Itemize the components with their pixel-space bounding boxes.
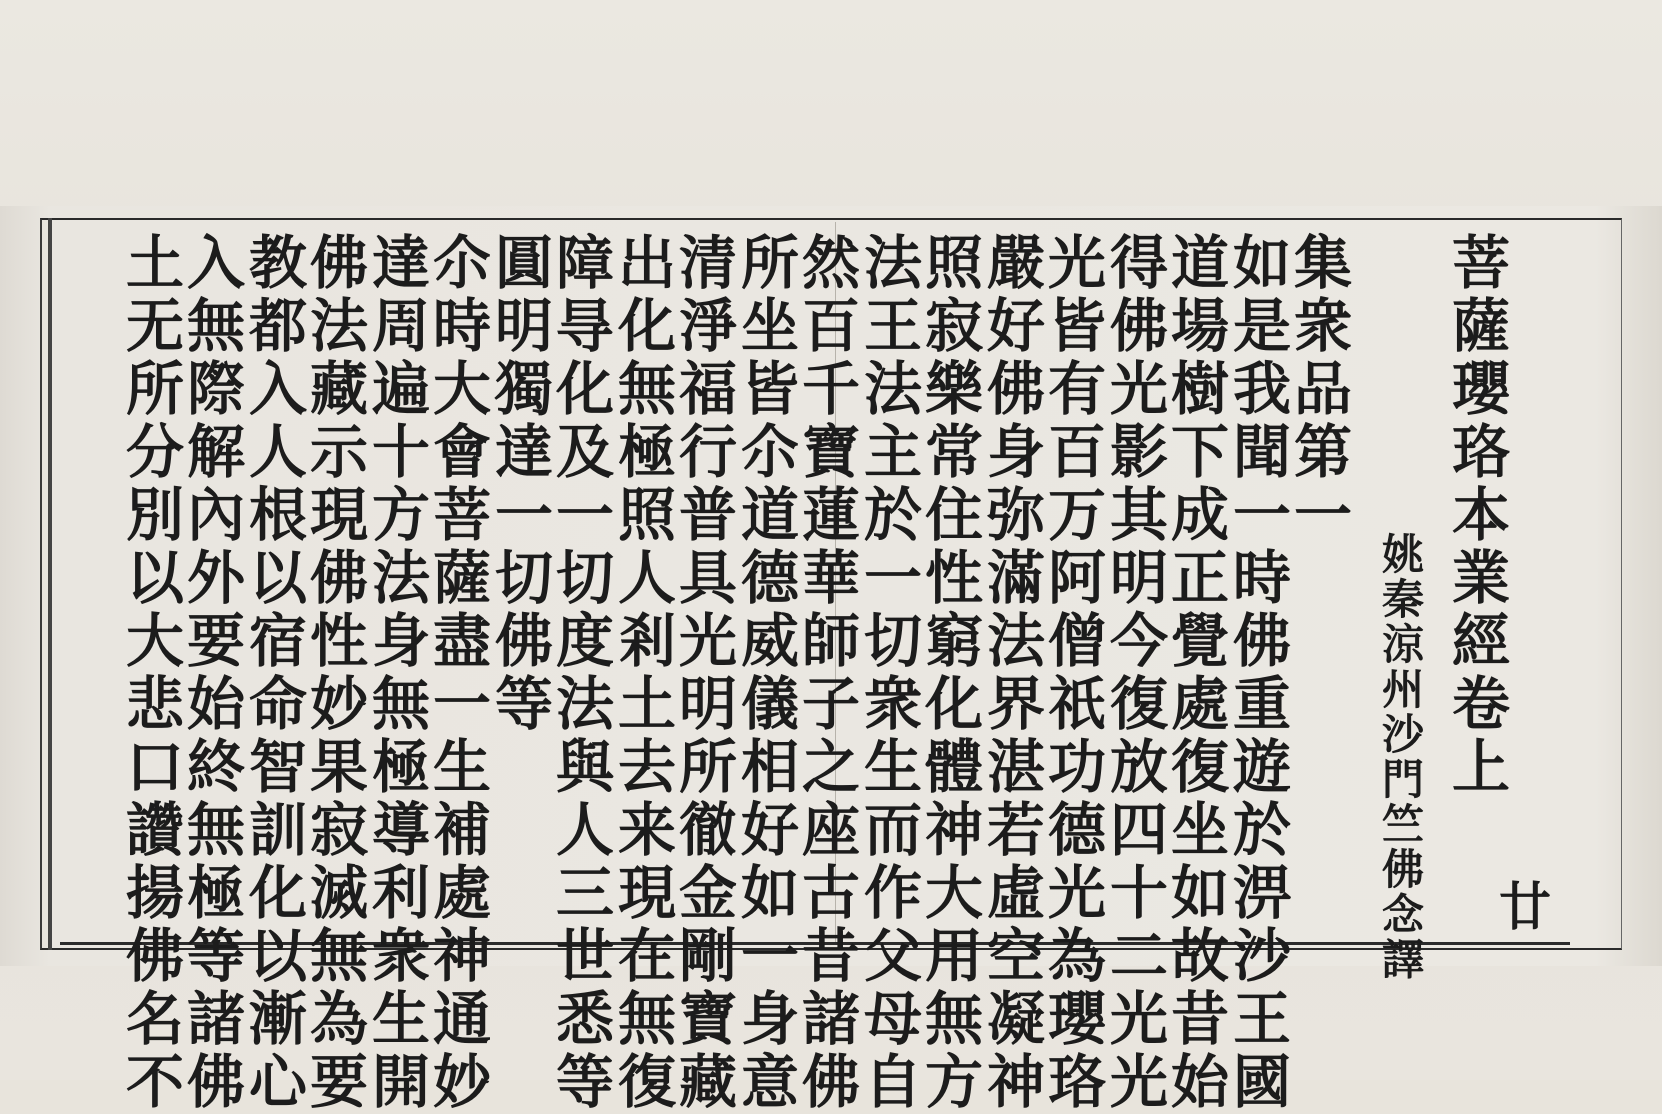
text-column: 出化無極照人剎土去来現在無復 — [608, 232, 676, 1114]
text-column: 照寂樂常住性窮化體神大用無方 — [915, 232, 983, 1114]
text-column: 教都入人根以宿命智訓化以漸心 — [239, 232, 307, 1114]
page-mark: 廿 — [1498, 877, 1551, 938]
chapter-heading: 集衆品第一 — [1284, 232, 1352, 547]
text-column: 得佛光影其明今復放四十二光光 — [1100, 232, 1168, 1114]
text-column: 圓明獨達一切佛等 — [485, 232, 553, 736]
text-column: 達周遍十方法身無極導利衆生開 — [362, 232, 430, 1114]
text-column: 如是我聞一時佛重遊於淠沙王國 — [1223, 232, 1291, 1114]
text-column: 佛法藏示現佛性妙果寂滅無為要 — [300, 232, 368, 1114]
title-column: 菩薩瓔珞本業經卷上 — [1442, 232, 1510, 799]
translator-column: 姚秦涼州沙門竺佛念譯 — [1376, 532, 1425, 982]
text-column: 所坐皆尒道德威儀相好如一身意 — [731, 232, 799, 1114]
text-column: 清淨福行普具光明所徹金剛寶藏 — [669, 232, 737, 1114]
text-column: 然百千寶蓮華師子之座古昔諸佛 — [792, 232, 860, 1114]
frame-left-edge — [48, 218, 52, 950]
text-column: 入無際解內外要始終無極等諸佛 — [177, 232, 245, 1114]
text-column: 障㝵化及一切度法與人三世悉等 — [546, 232, 614, 1114]
text-column: 道場樹下成正覺處復坐如故昔始 — [1161, 232, 1229, 1114]
text-column: 嚴好佛身弥滿法界湛若虛空凝神 — [977, 232, 1045, 1114]
text-column: 尒時大會菩薩盡一生補處神通妙 — [423, 232, 491, 1114]
text-column: 土无所分別以大悲口讚揚佛名不 — [116, 232, 184, 1114]
text-column: 光皆有百万阿僧祇功德光為瓔珞 — [1038, 232, 1106, 1114]
text-column: 法王法主於一切衆生而作父母自 — [854, 232, 922, 1114]
